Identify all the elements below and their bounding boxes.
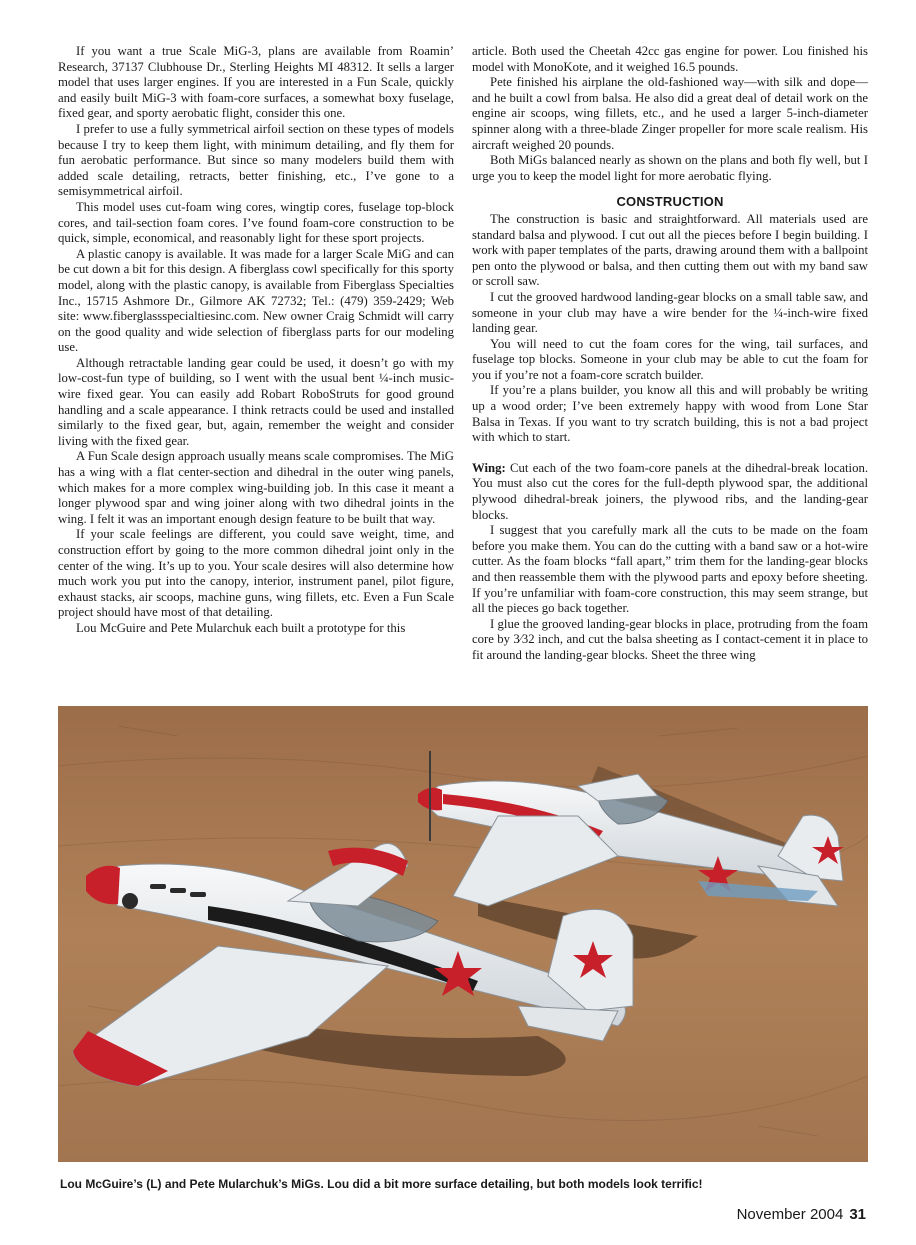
- article-right-column: [472, 44, 868, 664]
- ground: [58, 706, 868, 1162]
- body-paragraph: The construction is basic and straightforward. All materials used are standard balsa and plywood. I cut out all the pieces before I begin building. I work with paper templates of the parts, drawing around them with a ballpoint pen onto the plywood or balsa, and then cutting them out with my band saw or scroll saw.: [472, 211, 868, 289]
- body-paragraph: If you’re a plans builder, you know all this and will probably be writing up a wood order; I’ve been extremely happy with wood from Lone Star Balsa in Texas. If you want to try scratch building, this is not a bad project with which to start.: [472, 383, 868, 445]
- body-paragraph: A plastic canopy is available. It was made for a larger Scale MiG and can be cut down a bit for this design. A fiberglass cowl specifically for this sporty model, along with the plastic canopy, is available from Fiberglass Specialties Inc., 15715 Ashmore Dr., Gilmore AK 72732; Tel.: (479) 359-2429; Web site: www.fiberglassspecialtiesinc.com. New owner Craig Schmidt will carry on the good quality and wide selection of fiberglass parts for our modeling use.: [58, 246, 454, 355]
- page-footer: [737, 1206, 866, 1223]
- body-paragraph: I prefer to use a fully symmetrical airfoil section on these types of models because I try to keep them light, with minimum detailing, and fly them for fun aerobatic performance. But since so many modelers build them with added scale detailing, retracts, better finishing, etc., I’ve gone to a semisymmetrical airfoil.: [58, 121, 454, 199]
- issue-date: November 2004: [736, 1206, 844, 1223]
- body-paragraph: A Fun Scale design approach usually means scale compromises. The MiG has a wing with a flat center-section and dihedral in the outer wing panels, which makes for a more complex wing-building job. In this case it meant a longer plywood spar and wing joiner along with two dihedral joints in the wing. I felt it was an important enough design feature to be built that way.: [58, 449, 454, 526]
- body-paragraph: You will need to cut the foam cores for the wing, tail surfaces, and fuselage top blocks. Someone in your club may be able to cut the foam for you if you’re not a foam-core scratch builder.: [472, 336, 868, 382]
- body-paragraph: Although retractable landing gear could be used, it doesn’t go with my low-cost-fun type of building, so I went with the usual bent ¼-inch music-wire fixed gear. You can easily add Robart RoboStruts for good ground handling and a scale appearance. I think retracts could be used and installed similarly to the fixed gear, but, again, remember the weight and consider living with the fixed gear.: [58, 355, 454, 448]
- body-paragraph: I cut the grooved hardwood landing-gear blocks on a small table saw, and someone in your club may have a wire bender for the ¼-inch-wire fixed landing gear.: [472, 289, 868, 336]
- body-paragraph: I glue the grooved landing-gear blocks in place, protruding from the foam core by 3⁄32 inch, and cut the balsa sheeting as I contact-cement it in place to fit around the landing-gear blocks. Sheet the three wing: [472, 616, 868, 662]
- body-paragraph: Both MiGs balanced nearly as shown on the plans and both fly well, but I urge you to keep the model light for more aerobatic flying.: [472, 153, 868, 183]
- body-paragraph: Pete finished his airplane the old-fashioned way—with silk and dope—and he built a cowl from balsa. He also did a great deal of detail work on the engine air scoops, wing fillets, etc., and he used a larger 5-inch-diameter spinner along with a three-blade Zinger propeller for more scale realism. His aircraft weighed 20 pounds.: [472, 75, 868, 152]
- photo-caption: Lou McGuire’s (L) and Pete Mularchuk’s MiGs. Lou did a bit more surface detailing, but both models look terrific!: [60, 1177, 703, 1191]
- article-left-column: [58, 44, 454, 637]
- body-paragraph: This model uses cut-foam wing cores, wingtip cores, fuselage top-block cores, and tail-section foam cores. I’ve found foam-core construction to be quick, simple, economical, and reasonably light for these sport projects.: [58, 199, 454, 246]
- section-heading: CONSTRUCTION: [616, 194, 724, 210]
- body-paragraph: If you want a true Scale MiG-3, plans are available from Roamin’ Research, 37137 Clubhouse Dr., Sterling Heights MI 48312. It sells a larger model that uses larger engines. If you are interested in a Fun Scale, quickly and easily built MiG-3 with foam-core surfaces, a somewhat boxy fuselage, fixed gear, and sporty aerobatic flight, consider this one.: [58, 44, 454, 121]
- paragraph-text: Cut each of the two foam-core panels at the dihedral-break location. You must also cut the cores for the full-depth plywood spar, the additional plywood dihedral-break joiners, the plywood ribs, and the landing-gear blocks.: [472, 460, 869, 522]
- body-paragraph: If your scale feelings are different, you could save weight, time, and construction effort by going to the more common dihedral joint only in the center of the wing. It’s up to you. Your scale desires will also determine how much work you put into the canopy, interior, instrument panel, pilot figure, exhaust stacks, air scoops, machine guns, wing fillets, etc. Even a Fun Scale project should have most of that detailing.: [58, 527, 454, 620]
- subhead-runin: Wing:: [472, 460, 506, 475]
- body-paragraph: article. Both used the Cheetah 42cc gas engine for power. Lou finished his model with MonoKote, and it weighed 16.5 pounds.: [472, 44, 868, 74]
- body-paragraph: I suggest that you carefully mark all the cuts to be made on the foam before you make them. You can do the cutting with a band saw or a hot-wire cutter. As the foam blocks “fall apart,” trim them for the landing-gear blocks and then reassemble them with the plywood parts and epoxy before sheeting. If you’re unfamiliar with foam-core construction, this may seem strange, but all the pieces go back together.: [472, 523, 868, 616]
- body-paragraph: [472, 461, 868, 523]
- body-paragraph: Lou McGuire and Pete Mularchuk each built a prototype for this: [76, 620, 406, 635]
- aircraft-photo: [58, 706, 868, 1162]
- page-number: 31: [849, 1206, 866, 1223]
